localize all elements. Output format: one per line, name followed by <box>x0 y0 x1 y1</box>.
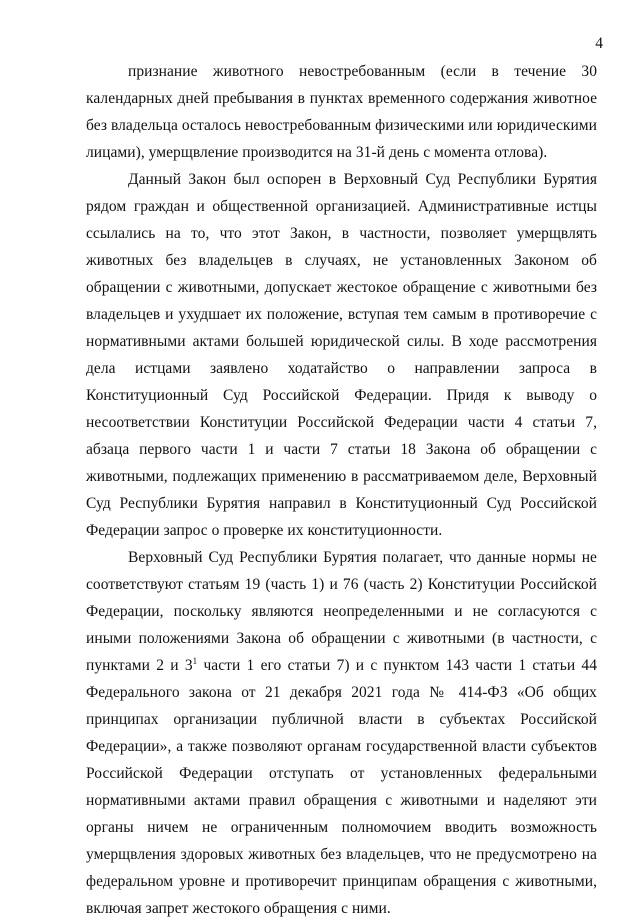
paragraph-continuation: признание животного невостребованным (если в течение 30 календарных дней пребывания в пунктах временного содержания животное без владельца осталось невостребованным физическими или юридическими лицами), умерщвление производится на 31-й день с момента отлова). <box>86 63 597 161</box>
paragraph-text-part-1: Верховный Суд Республики Бурятия полагает, что данные нормы не соответствуют статьям 19 (часть 1) и 76 (часть 2) Конституции Российской Федерации, поскольку являются неопределенными и не согласуются с иными положениями Закона об обращении с животными (в частности, с пунктами 2 и 3 <box>86 549 597 674</box>
paragraph-court-position <box>86 544 597 922</box>
superscript-marker: 1 <box>192 655 198 666</box>
body-text <box>86 58 597 922</box>
paragraph-law-challenge: Данный Закон был оспорен в Верховный Суд Республики Бурятия рядом граждан и общественной организацией. Административные истцы ссылались на то, что этот Закон, в частности, позволяет умерщвлять животных без владельцев в случаях, не установленных Законом об обращении с животными, допускает жестокое обращение с животными без владельцев и ухудшает их положение, вступая тем самым в противоречие с нормативными актами большей юридической силы. В ходе рассмотрения дела истцами заявлено ходатайство о направлении запроса в Конституционный Суд Российской Федерации. Придя к выводу о несоответствии Конституции Российской Федерации части 4 статьи 7, абзаца первого части 1 и части 7 статьи 18 Закона об обращении с животными, подлежащих применению в рассматриваемом деле, Верховный Суд Республики Бурятия направил в Конституционный Суд Российской Федерации запрос о проверке их конституционности. <box>86 171 597 539</box>
paragraph-text-part-2: части 1 его статьи 7) и с пунктом 143 части 1 статьи 44 Федерального закона от 21 декабря 2021 года № 414-ФЗ «Об общих принципах организации публичной власти в субъектах Российской Федерации», а также позволяют органам государственной власти субъектов Российской Федерации отступать от установленных федеральными нормативными актами правил обращения с животными и наделяют эти органы ничем не ограниченным полномочием вводить возможность умерщвления здоровых животных без владельцев, что не предусмотрено на федеральном уровне и противоречит принципам обращения с животными, включая запрет жестокого обращения с ними. <box>86 657 597 917</box>
page-number: 4 <box>595 35 603 52</box>
